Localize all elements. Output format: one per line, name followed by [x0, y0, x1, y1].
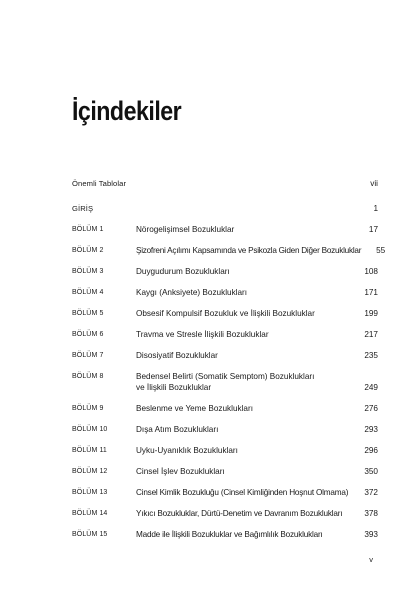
- chapter-number: BÖLÜM 6: [72, 331, 104, 338]
- toc-page-number: vii: [370, 179, 378, 188]
- toc-entry-chapter-15[interactable]: [72, 529, 378, 540]
- toc-entry-chapter-11[interactable]: [72, 445, 378, 456]
- toc-entry-chapter-4[interactable]: [72, 287, 378, 298]
- toc-page-number: 378: [364, 509, 378, 518]
- chapter-title: Travma ve Stresle İlişkili Bozukluklar: [136, 330, 269, 339]
- toc-page-number: 17: [368, 225, 378, 234]
- chapter-number: BÖLÜM 11: [72, 447, 107, 454]
- chapter-title: Beslenme ve Yeme Bozuklukları: [136, 404, 253, 413]
- chapter-title: Kaygı (Anksiyete) Bozuklukları: [136, 288, 248, 297]
- chapter-number: BÖLÜM 7: [72, 352, 104, 359]
- chapter-title: Yıkıcı Bozukluklar, Dürtü-Denetim ve Davranım Bozuklukları: [136, 509, 343, 518]
- chapter-title: Cinsel İşlev Bozuklukları: [136, 467, 225, 476]
- toc-entry-chapter-1[interactable]: [72, 224, 378, 235]
- toc-page-number: 235: [364, 351, 378, 360]
- toc-page-number: 55: [376, 246, 386, 255]
- toc-entry-chapter-7[interactable]: [72, 350, 378, 361]
- table-of-contents: [72, 178, 386, 550]
- toc-page-number: 350: [364, 467, 378, 476]
- chapter-title: Disosiyatif Bozukluklar: [136, 351, 218, 360]
- toc-entry-chapter-3[interactable]: [72, 266, 378, 277]
- toc-entry-chapter-5[interactable]: [72, 308, 378, 319]
- chapter-title: Dışa Atım Bozuklukları: [136, 425, 219, 434]
- toc-page-number: 393: [364, 530, 378, 539]
- toc-entry-important-tables[interactable]: [72, 178, 378, 189]
- chapter-number: BÖLÜM 12: [72, 468, 108, 475]
- chapter-title: Madde ile İlişkili Bozukluklar ve Bağımlılık Bozuklukları: [136, 530, 323, 539]
- toc-page-number: 372: [364, 488, 378, 497]
- chapter-number: BÖLÜM 2: [72, 247, 104, 254]
- toc-entry-chapter-14[interactable]: [72, 508, 378, 519]
- chapter-title: Şizofreni Açılımı Kapsamında ve Psikozla Giden Diğer Bozukluklar: [136, 246, 362, 255]
- toc-entry-introduction[interactable]: [72, 203, 378, 214]
- chapter-title: Bedensel Belirti (Somatik Semptom) Bozuklukları ve İlişkili Bozukluklar: [136, 372, 315, 392]
- page-folio: v: [369, 555, 373, 564]
- chapter-title: Duygudurum Bozuklukları: [136, 267, 230, 276]
- toc-page-number: 1: [373, 204, 378, 213]
- toc-page-number: 217: [364, 330, 378, 339]
- chapter-title: Obsesif Kompulsif Bozukluk ve İlişkili Bozukluklar: [136, 309, 315, 318]
- toc-page-number: 171: [364, 288, 378, 297]
- chapter-number: BÖLÜM 4: [72, 289, 104, 296]
- chapter-number: BÖLÜM 10: [72, 426, 108, 433]
- chapter-number: BÖLÜM 1: [72, 226, 104, 233]
- toc-page-number: 249: [364, 383, 378, 392]
- toc-entry-chapter-2[interactable]: [72, 245, 386, 256]
- chapter-title: Nörogelişimsel Bozukluklar: [136, 225, 235, 234]
- toc-entry-chapter-10[interactable]: [72, 424, 378, 435]
- toc-entry-label: Önemli Tablolar: [72, 179, 127, 188]
- chapter-title: Cinsel Kimlik Bozukluğu (Cinsel Kimliğinden Hoşnut Olmama): [136, 488, 349, 497]
- toc-entry-chapter-12[interactable]: [72, 466, 378, 477]
- page-title: İçindekiler: [72, 96, 182, 126]
- toc-entry-chapter-13[interactable]: [72, 487, 378, 498]
- chapter-number: BÖLÜM 8: [72, 373, 104, 380]
- toc-entry-chapter-8[interactable]: [72, 371, 378, 393]
- toc-entry-chapter-9[interactable]: [72, 403, 378, 414]
- chapter-number: BÖLÜM 5: [72, 310, 104, 317]
- toc-page-number: 276: [364, 404, 378, 413]
- chapter-number: BÖLÜM 15: [72, 531, 108, 538]
- toc-page-number: 199: [364, 309, 378, 318]
- toc-page-number: 108: [364, 267, 378, 276]
- chapter-number: BÖLÜM 9: [72, 405, 104, 412]
- chapter-title: Uyku-Uyanıklık Bozuklukları: [136, 446, 238, 455]
- chapter-number: BÖLÜM 13: [72, 489, 108, 496]
- toc-page-number: 293: [364, 425, 378, 434]
- chapter-number: BÖLÜM 3: [72, 268, 104, 275]
- toc-page-number: 296: [364, 446, 378, 455]
- toc-entry-label: GİRİŞ: [72, 204, 94, 213]
- chapter-number: BÖLÜM 14: [72, 510, 108, 517]
- toc-entry-chapter-6[interactable]: [72, 329, 378, 340]
